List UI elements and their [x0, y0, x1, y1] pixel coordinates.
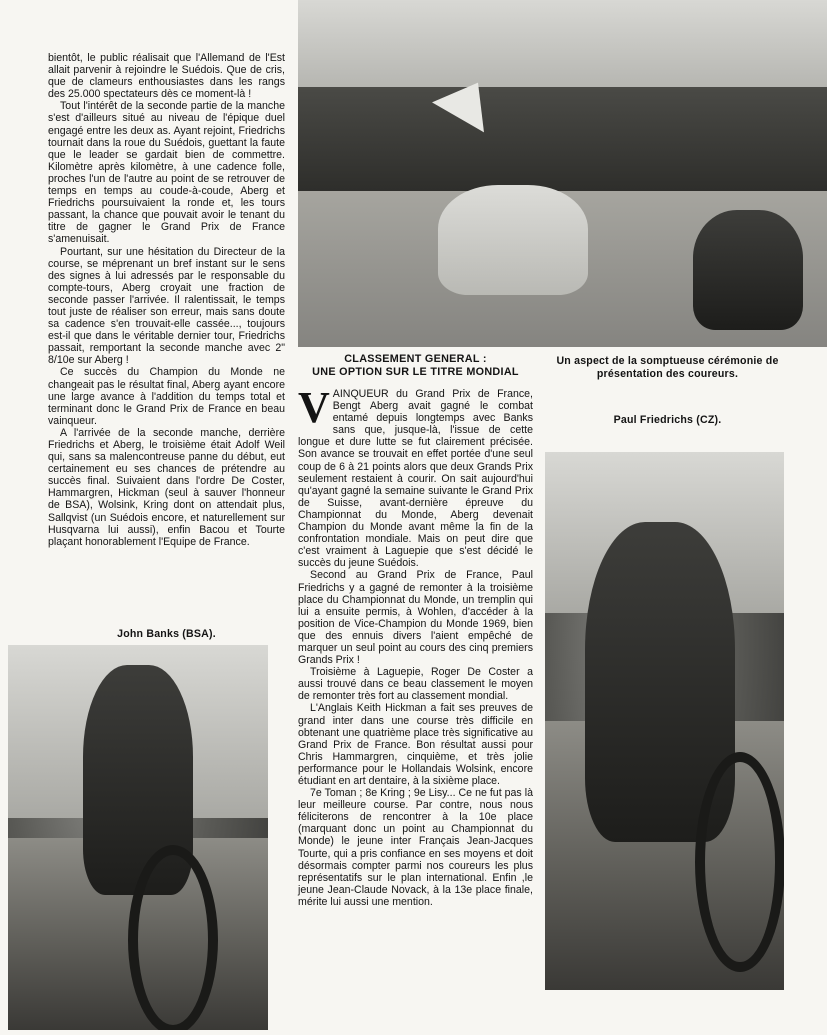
headline-line-1: CLASSEMENT GENERAL :: [344, 353, 487, 365]
left-paragraph: A l'arrivée de la seconde manche, derrière Friedrichs et Aberg, le troisième était Adolf Weil qui, sans sa malencontreuse panne du début, eut certainement eu ses chances de prétendre au succès final. Suivaient dans l'ordre De Coster, Hammargren, Hickman (seul à sauver l'honneur de BSA), Wolsink, Kring dont on attendait plus, Sallqvist (un Suédois encore, et naturellement sur Husqvarna lui aussi), enfin Bacou et Tourte plaçant honorablement l'Equipe de France.: [48, 426, 285, 548]
motorcycle-wheel-icon: [695, 752, 784, 972]
tree-line: [298, 87, 827, 191]
middle-paragraph: 7e Toman ; 8e Kring ; 9e Lisy... Ce ne fut pas là leur meilleure course. Par contre, nous nous féliciterons de rencontrer à la 10e place (marquant donc un point au Championnat du Monde) le jeune inter Français Jean-Jacques Tourte, qui a pris confiance en ses moyens et doit désormais compter parmi nos coureurs les plus représentatifs sur le plan international. Enfin ,le jeune Jean-Claude Novack, à la 13e place finale, mérite lui aussi une mention.: [298, 787, 533, 908]
section-headline: [298, 353, 533, 379]
motorcycle-wheel-icon: [128, 845, 218, 1030]
left-paragraph: Pourtant, sur une hésitation du Directeur de la course, se méprenant un bref instant sur le sens des signes à lui adressés par le responsable du compte-tours, Aberg croyait une fraction de seconde passer l'arrivée. Il ralentissait, le temps tout juste de réaliser son erreur, mais sans doute sa cadence s'en trouvait-elle cassée..., toujours est-il que dans le véritable dernier tour, Friedrichs passait, remportant la seconde manche avec 2" 8/10e sur Aberg !: [48, 245, 285, 367]
middle-paragraph: Troisième à Laguepie, Roger De Coster a aussi trouvé dans ce beau classement le moyen de remonter très fort au classement mondial.: [298, 666, 533, 703]
ceremony-caption: Un aspect de la somptueuse cérémonie de présentation des coureurs.: [556, 355, 779, 380]
horse-figure: [438, 185, 588, 295]
lead-paragraph: [298, 383, 533, 570]
drop-cap: V: [298, 383, 330, 432]
headline-line-2: UNE OPTION SUR LE TITRE MONDIAL: [312, 366, 519, 378]
middle-paragraph: Second au Grand Prix de France, Paul Friedrichs y a gagné de remonter à la troisième place du Championnat du Monde, un tremplin qui lui a ensuite permis, à Wohlen, d'accéder à la position de Vice-Champion du Monde 1969, bien que des ennuis divers l'aient empêché de marquer un seul point au cours des cinq premiers Grands Prix !: [298, 569, 533, 667]
banks-caption: John Banks (BSA).: [117, 628, 216, 640]
left-paragraph: bientôt, le public réalisait que l'Allemand de l'Est allait parvenir à rejoindre le Suédois. Que de cris, que de clameurs enthousiastes dans les rangs des 25.000 spectateurs dès ce moment-là !: [48, 52, 285, 101]
left-text-column: [48, 52, 285, 548]
friedrichs-caption: Paul Friedrichs (CZ).: [613, 414, 722, 426]
horse-figure: [693, 210, 803, 330]
banks-photo: [8, 645, 268, 1030]
ceremony-photo: [298, 0, 827, 347]
left-paragraph: Tout l'intérêt de la seconde partie de la manche s'est d'ailleurs situé au niveau de l'épique duel engagé entre les deux as. Ayant rejoint, Friedrichs tournait dans la roue du Suédois, guettant la faute que le leader se gardait bien de commettre. Kilomètre après kilomètre, à une cadence folle, proches l'un de l'autre au point de se retrouver de temps en temps au coude-à-coude, Aberg et Friedrichs poursuivaient la ronde et, les tours passant, la chance que pouvait avoir le tenant du titre de gagner le Grand Prix de France s'amenuisait.: [48, 100, 285, 246]
friedrichs-photo: [545, 452, 784, 990]
lead-paragraph-text: AINQUEUR du Grand Prix de France, Bengt Aberg avait gagné le combat entamé depuis longtemps avec Banks sans que, jusque-là, l'issue de cette longue et dure lutte se fut clairement précisée. Son avance se trouvait en effet portée d'une seul coup de 6 à 21 points alors que deux Grands Prix seulement restaient à courir. On sait aujourd'hui qu'ayant gagné la semaine suivante le Grand Prix de Suisse, avant-dernière épreuve du Championnat du Monde, Aberg devenait Champion du Monde avant même la fin de la confrontation mondiale. Mais on peut dire que c'est vraiment à Laguepie que s'est décidé le succès du jeune Suédois.: [298, 388, 533, 570]
middle-text-column: [298, 383, 533, 908]
middle-paragraph: L'Anglais Keith Hickman a fait ses preuves de grand inter dans une course très difficile en obtenant une quatrième place très significative au Grand Prix de France. Bon résultat aussi pour Chris Hammargren, cinquième, et très jolie performance pour le Hollandais Wolsink, encore étudiant en art dentaire, à la sixième place.: [298, 702, 533, 787]
left-paragraph: Ce succès du Champion du Monde ne changeait pas le résultat final, Aberg ayant encore une large avance à l'addition du temps total et terminant donc le Grand Prix de France en beau vainqueur.: [48, 366, 285, 427]
